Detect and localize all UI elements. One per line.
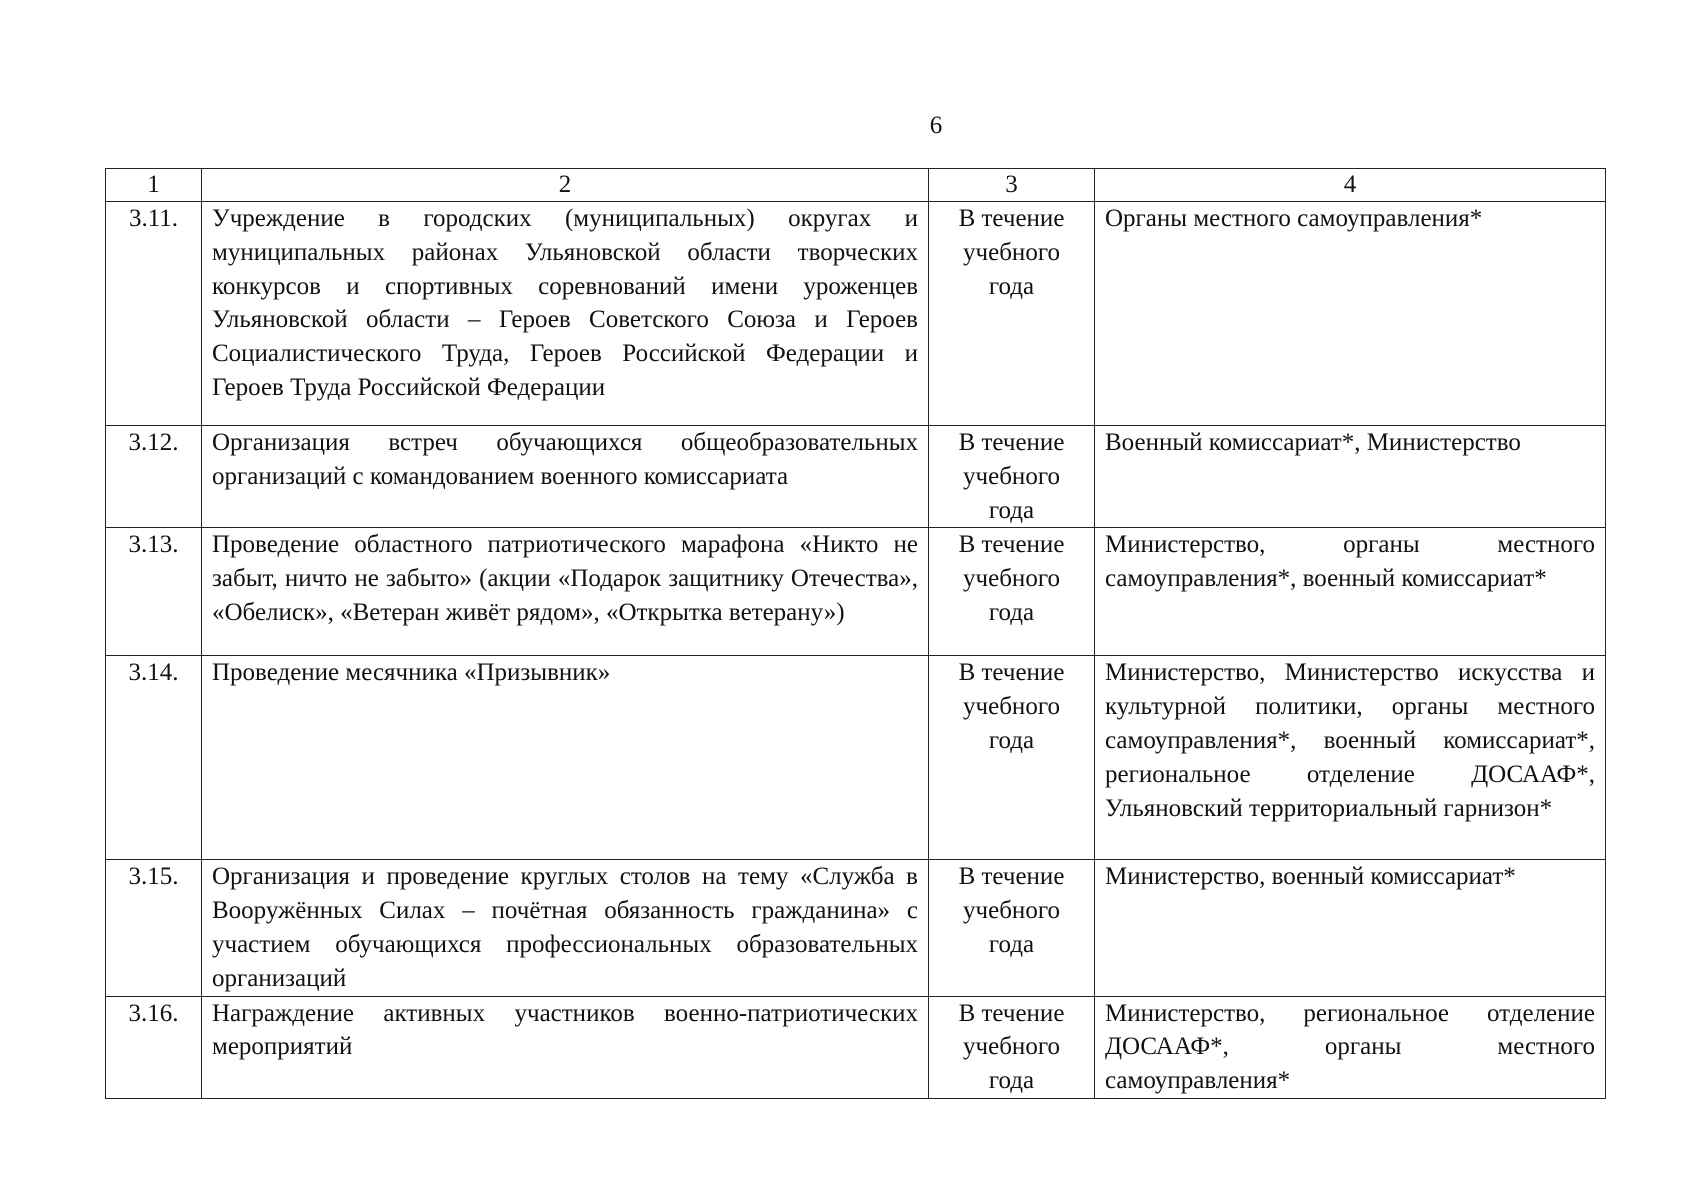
event-term xyxy=(929,996,1095,1098)
term-line: учебного xyxy=(963,693,1060,721)
term-line: В течение xyxy=(958,659,1065,687)
row-number: 3.13. xyxy=(106,528,202,656)
term-line: года xyxy=(988,272,1035,300)
event-executors: Министерство, органы местного самоуправления*, военный комиссариат* xyxy=(1095,528,1606,656)
event-description: Организация и проведение круглых столов на тему «Служба в Вооружённых Силах – почётная обязанность гражданина» с участием обучающихся профессиональных образовательных организаций xyxy=(202,860,929,996)
term-line: учебного xyxy=(963,1033,1060,1061)
event-term xyxy=(929,656,1095,860)
row-number: 3.14. xyxy=(106,656,202,860)
event-executors: Министерство, региональное отделение ДОСААФ*, органы местного самоуправления* xyxy=(1095,996,1606,1098)
row-number: 3.15. xyxy=(106,860,202,996)
event-executors: Министерство, Министерство искусства и культурной политики, органы местного самоуправления*, военный комиссариат*, региональное отделение ДОСААФ*, Ульяновский территориальный гарнизон* xyxy=(1095,656,1606,860)
term-line: В течение xyxy=(958,999,1065,1027)
event-description: Награждение активных участников военно-патриотических мероприятий xyxy=(202,996,929,1098)
term-line: В течение xyxy=(958,863,1065,891)
table-row xyxy=(106,656,1606,860)
term-line: В течение xyxy=(958,205,1065,232)
row-number: 3.16. xyxy=(106,996,202,1098)
event-description: Проведение областного патриотического марафона «Никто не забыт, ничто не забыто» (акции «Подарок защитнику Отечества», «Обелиск», «Ветеран живёт рядом», «Открытка ветерану») xyxy=(202,528,929,656)
table-row xyxy=(106,996,1606,1098)
term-line: года xyxy=(988,726,1035,754)
term-line: учебного xyxy=(963,462,1060,490)
event-executors: Органы местного самоуправления* xyxy=(1095,202,1606,426)
event-description: Учреждение в городских (муниципальных) округах и муниципальных районах Ульяновской области творческих конкурсов и спортивных соревнований имени уроженцев Ульяновской области – Героев Советского Союза и Героев Социалистического Труда, Героев Российской Федерации и Героев Труда Российской Федерации xyxy=(202,202,929,426)
event-term xyxy=(929,202,1095,426)
term-line: года xyxy=(988,496,1035,524)
row-number: 3.11. xyxy=(106,202,202,426)
event-term xyxy=(929,860,1095,996)
term-line: В течение xyxy=(958,429,1065,456)
column-header-executors: 4 xyxy=(1095,169,1606,202)
table-row xyxy=(106,860,1606,996)
event-executors: Военный комиссариат*, Министерство xyxy=(1095,426,1606,528)
table-row xyxy=(106,528,1606,656)
term-line: В течение xyxy=(958,531,1065,559)
table-row xyxy=(106,426,1606,528)
table-header-row xyxy=(106,169,1606,202)
row-number: 3.12. xyxy=(106,426,202,528)
term-line: года xyxy=(988,598,1035,626)
term-line: года xyxy=(988,1067,1035,1095)
page-number: 6 xyxy=(929,112,943,139)
event-description: Проведение месячника «Призывник» xyxy=(202,656,929,860)
events-table xyxy=(105,168,1606,1099)
column-header-number: 1 xyxy=(106,169,202,202)
event-term xyxy=(929,528,1095,656)
column-header-event: 2 xyxy=(202,169,929,202)
column-header-term: 3 xyxy=(929,169,1095,202)
event-term xyxy=(929,426,1095,528)
term-line: учебного xyxy=(963,897,1060,925)
term-line: учебного xyxy=(963,565,1060,593)
term-line: учебного xyxy=(963,238,1060,266)
term-line: года xyxy=(988,930,1035,958)
table-row xyxy=(106,202,1606,426)
event-description: Организация встреч обучающихся общеобразовательных организаций с командованием военного комиссариата xyxy=(202,426,929,528)
event-executors: Министерство, военный комиссариат* xyxy=(1095,860,1606,996)
